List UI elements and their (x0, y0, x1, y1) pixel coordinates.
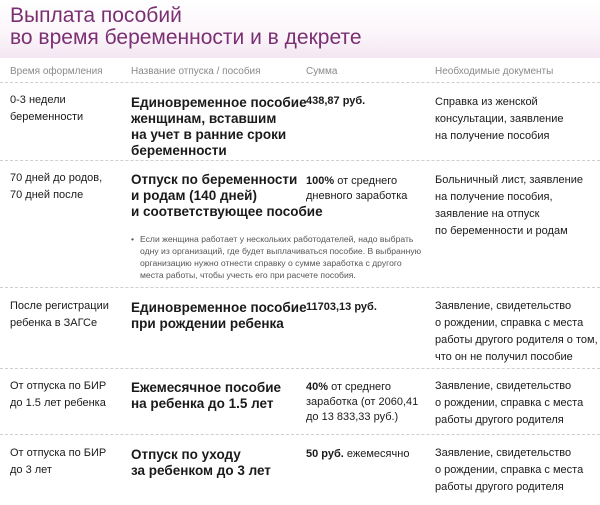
documents-cell: Заявление, свидетельство о рождении, справка с места работы другого родителя о том, что он не получил пособие (435, 300, 598, 363)
time-cell: От отпуска по БИР до 3 лет (10, 447, 107, 476)
documents-cell: Справка из женской консультации, заявление на получение пособия (435, 96, 564, 142)
column-header-amount: Сумма (306, 66, 338, 77)
row-divider (0, 160, 600, 161)
row-divider (0, 82, 600, 83)
header-banner (0, 0, 600, 58)
time-cell: 0-3 недели беременности (10, 94, 84, 123)
time-cell: После регистрации ребенка в ЗАГСе (10, 300, 109, 329)
amount-cell: 40% от среднего заработка (от 2060,41 до 13 833,33 руб.) (306, 381, 419, 423)
page-title (10, 5, 362, 49)
benefit-name-cell: Единовременное пособие женщинам, вставшим на учет в ранние сроки беременности (131, 95, 307, 158)
amount-cell: 50 руб. ежемесячно (306, 448, 410, 460)
column-header-time: Время оформления (10, 66, 103, 77)
benefit-name-cell: Отпуск по беременности и родам (140 дней) и соответствующее пособие (131, 172, 323, 219)
amount-cell: 100% от среднего дневного заработка (306, 175, 408, 202)
benefit-name-cell: Отпуск по уходу за ребенком до 3 лет (131, 447, 271, 478)
time-cell: 70 дней до родов, 70 дней после (10, 172, 103, 201)
row-divider (0, 434, 600, 435)
documents-cell: Больничный лист, заявление на получение пособия, заявление на отпуск по беременности и родам (435, 174, 583, 237)
documents-cell: Заявление, свидетельство о рождении, справка с места работы другого родителя (435, 447, 584, 493)
time-cell: От отпуска по БИР до 1.5 лет ребенка (10, 380, 107, 409)
bullet-icon: • (131, 234, 135, 244)
documents-cell: Заявление, свидетельство о рождении, справка с места работы другого родителя (435, 380, 584, 426)
title-line-1: Выплата пособий (10, 4, 182, 27)
column-header-name: Название отпуска / пособия (131, 66, 261, 77)
amount-cell: 438,87 руб. (306, 95, 366, 107)
benefit-name-cell: Единовременное пособие при рождении ребенка (131, 300, 307, 331)
amount-cell: 11703,13 руб. (306, 301, 377, 313)
row-divider (0, 368, 600, 369)
benefit-name-cell: Ежемесячное пособие на ребенка до 1.5 лет (131, 380, 282, 411)
column-header-docs: Необходимые документы (435, 66, 554, 77)
row-divider (0, 287, 600, 288)
title-line-2: во время беременности и в декрете (10, 26, 362, 49)
